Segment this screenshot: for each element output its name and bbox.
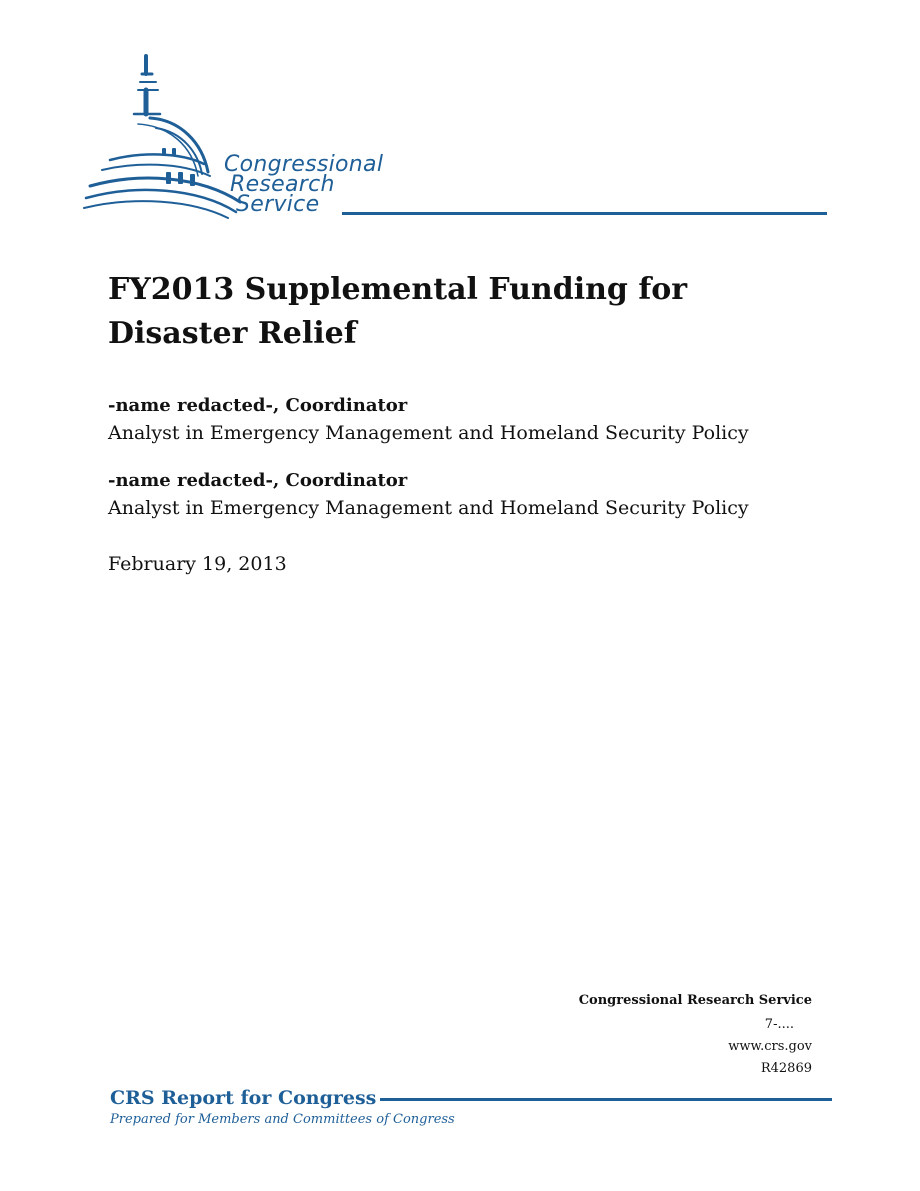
author-block bbox=[108, 393, 828, 447]
title-line-1: FY2013 Supplemental Funding for bbox=[108, 272, 688, 307]
author-role: Analyst in Emergency Management and Homeland Security Policy bbox=[108, 422, 749, 444]
title-line-2: Disaster Relief bbox=[108, 316, 357, 351]
author-name: -name redacted-, Coordinator bbox=[108, 470, 408, 491]
crs-phone-number: 7-.... bbox=[764, 1017, 794, 1032]
logo-wordmark bbox=[224, 152, 384, 217]
author-role: Analyst in Emergency Management and Homeland Security Policy bbox=[108, 497, 749, 519]
author-name: -name redacted-, Coordinator bbox=[108, 395, 408, 416]
logo-line-3: Service bbox=[236, 192, 320, 217]
report-title bbox=[108, 268, 748, 356]
crs-org-name: Congressional Research Service bbox=[578, 993, 812, 1008]
footer-report-label: CRS Report for Congress bbox=[110, 1086, 380, 1110]
logo-line-1: Congressional bbox=[224, 152, 384, 177]
crs-info-block bbox=[579, 990, 812, 1080]
footer-tagline: Prepared for Members and Committees of Congress bbox=[110, 1112, 455, 1127]
report-date: February 19, 2013 bbox=[108, 553, 287, 575]
logo-divider bbox=[342, 212, 827, 215]
logo-line-2: Research bbox=[230, 172, 335, 197]
crs-logo bbox=[80, 52, 840, 227]
crs-website-link[interactable]: www.crs.gov bbox=[728, 1039, 812, 1054]
crs-report-id: R42869 bbox=[760, 1061, 812, 1076]
author-block bbox=[108, 468, 828, 522]
report-footer bbox=[110, 1086, 832, 1130]
